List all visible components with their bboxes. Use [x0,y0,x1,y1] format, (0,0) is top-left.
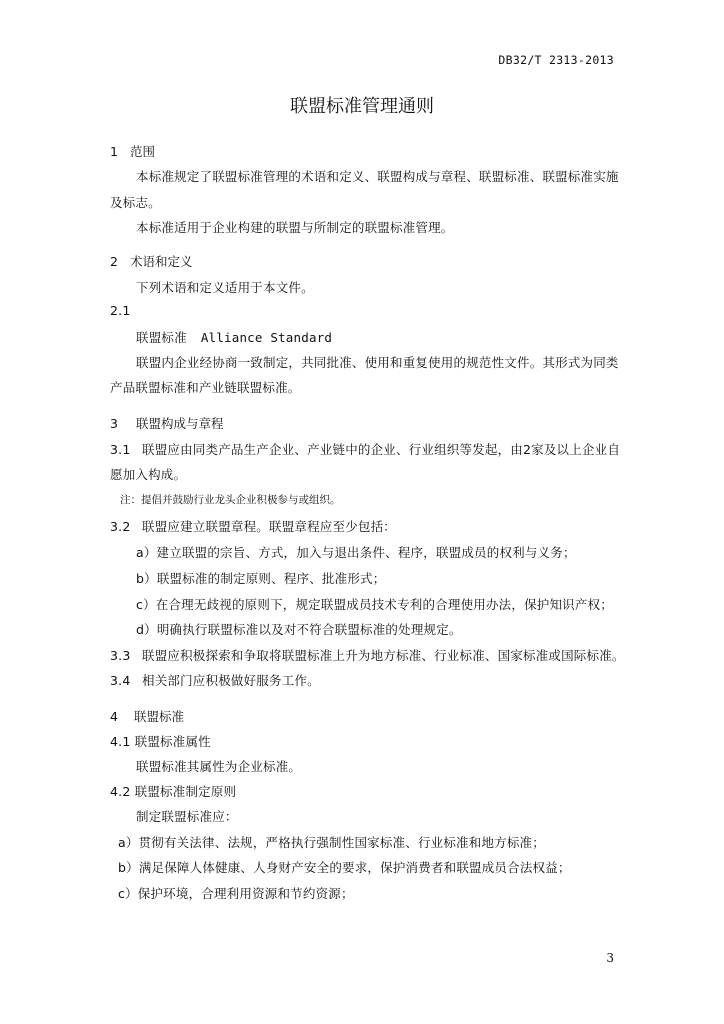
clause-text: 相关部门应积极做好服务工作。 [142,673,320,688]
document-code: DB32/T 2313-2013 [498,53,614,67]
section-number: 3 [110,416,118,431]
clause-4-2-title: 4.2 联盟标准制定原则 [110,784,237,799]
clause-text: 联盟应积极探索和争取将联盟标准上升为地方标准、行业标准、国家标准或国际标准。 [142,648,625,663]
section-title: 联盟标准 [134,709,185,724]
term-chinese: 联盟标准 [136,330,187,345]
list-item: c）在合理无歧视的原则下，规定联盟成员技术专利的合理使用办法，保护知识产权； [136,597,613,612]
clause-number: 3.1 [110,442,131,457]
paragraph: 本标准规定了联盟标准管理的术语和定义、联盟构成与章程、联盟标准、联盟标准实施 [136,169,619,184]
definition: 联盟内企业经协商一致制定，共同批准、使用和重复使用的规范性文件。其形式为同类 [136,355,619,370]
clause-text: 联盟应由同类产品生产企业、产业链中的企业、行业组织等发起，由2家及以上企业自 [142,442,621,457]
note: 注：提倡并鼓励行业龙头企业积极参与或组织。 [120,494,341,506]
definition: 产品联盟标准和产业链联盟标准。 [110,380,301,395]
document-title: 联盟标准管理通则 [290,96,434,117]
list-item: a）建立联盟的宗旨、方式，加入与退出条件、程序，联盟成员的权利与义务； [136,545,576,560]
paragraph: 本标准适用于企业构建的联盟与所制定的联盟标准管理。 [136,220,454,235]
paragraph: 制定联盟标准应： [136,809,238,824]
section-title: 联盟构成与章程 [136,416,224,431]
list-item: b）满足保障人体健康、人身财产安全的要求，保护消费者和联盟成员合法权益； [118,860,571,875]
clause-3-2 [110,517,396,535]
term-entry [136,328,332,346]
section-3-heading [110,414,224,432]
list-item: c）保护环境，合理利用资源和节约资源； [118,886,354,901]
clause-3-1 [110,440,620,458]
clause-number: 2.1 [110,303,131,318]
clause-3-3 [110,646,625,664]
section-number: 1 [110,144,118,159]
clause-4-1-title: 4.1 联盟标准属性 [110,734,211,749]
clause-number: 3.2 [110,519,131,534]
term-english: Alliance Standard [200,330,333,345]
clause-number: 3.4 [110,673,131,688]
clause-3-4 [110,671,320,689]
list-item: d）明确执行联盟标准以及对不符合联盟标准的处理规定。 [136,622,462,637]
section-2-heading [110,252,193,270]
section-title: 范围 [130,144,156,159]
page-number: 3 [606,951,614,965]
section-1-heading [110,142,155,160]
section-number: 2 [110,254,118,269]
paragraph: 及标志。 [110,195,161,210]
clause-text: 联盟应建立联盟章程。联盟章程应至少包括： [142,519,397,534]
section-title: 术语和定义 [130,254,193,269]
list-item: b）联盟标准的制定原则、程序、批准形式； [136,571,386,586]
clause-number: 3.3 [110,648,131,663]
paragraph: 联盟标准其属性为企业标准。 [136,759,302,774]
paragraph: 下列术语和定义适用于本文件。 [136,280,314,295]
list-item: a）贯彻有关法律、法规，严格执行强制性国家标准、行业标准和地方标准； [118,835,545,850]
clause-text: 愿加入构成。 [110,467,187,482]
section-4-heading [110,707,184,725]
section-number: 4 [110,709,118,724]
